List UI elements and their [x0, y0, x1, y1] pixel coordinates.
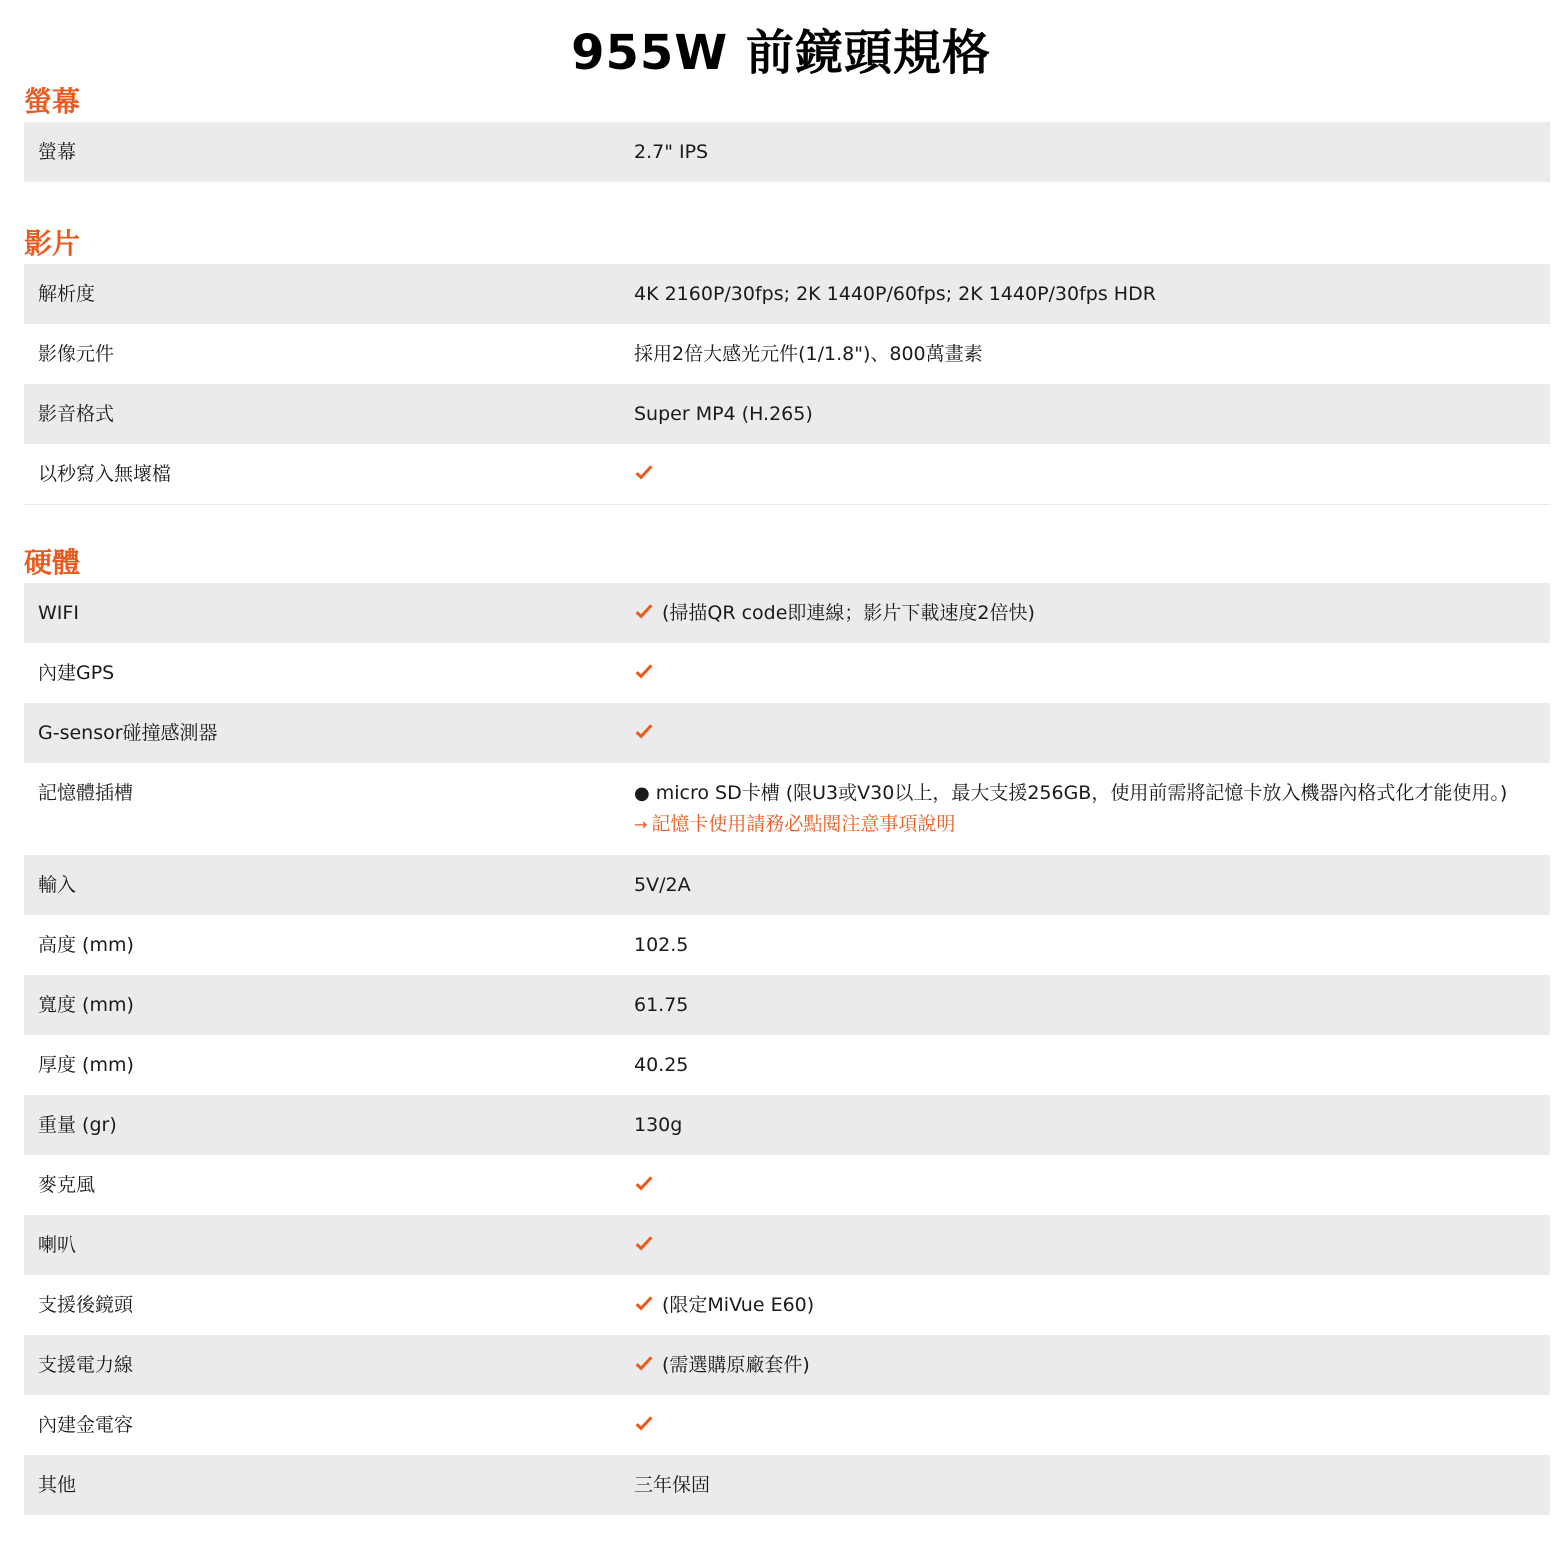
spec-label: 輸入 [38, 874, 77, 896]
spec-value [634, 990, 1550, 1020]
spec-section [24, 224, 1550, 505]
spec-row [24, 264, 1550, 324]
spec-value [634, 718, 1550, 748]
spec-value [634, 1110, 1550, 1140]
spec-value [634, 1290, 1550, 1320]
spec-row [24, 324, 1550, 384]
spec-label: 寬度 (mm) [38, 994, 134, 1016]
spec-row [24, 1215, 1550, 1275]
spec-row [24, 1455, 1550, 1515]
spec-value-text: 4K 2160P/30fps; 2K 1440P/60fps; 2K 1440P/30fps HDR [634, 283, 1156, 305]
check-icon [634, 722, 654, 742]
spec-row [24, 855, 1550, 915]
spec-label: 支援電力線 [38, 1354, 134, 1376]
section-title: 螢幕 [24, 85, 81, 118]
spec-value-text: 61.75 [634, 994, 689, 1016]
spec-value-text: 102.5 [634, 934, 689, 956]
spec-value-text: micro SD卡槽 (限U3或V30以上，最大支援256GB，使用前需將記憶卡放入機器內格式化才能使用。) [655, 782, 1508, 804]
spec-value [634, 658, 1550, 688]
spec-label: 影音格式 [38, 403, 115, 425]
spec-row [24, 122, 1550, 182]
check-icon [634, 602, 654, 622]
spec-value [634, 1350, 1550, 1380]
spec-row [24, 1335, 1550, 1395]
spec-label: 內建GPS [38, 662, 115, 684]
spec-row [24, 643, 1550, 703]
section-title: 影片 [24, 227, 81, 260]
spec-row [24, 1155, 1550, 1215]
spec-value [634, 1470, 1550, 1500]
spec-value [634, 598, 1550, 628]
spec-value [634, 137, 1550, 167]
spec-value-text: 三年保固 [634, 1474, 711, 1496]
check-icon [634, 1174, 654, 1194]
check-icon [634, 1414, 654, 1434]
spec-value-text: 40.25 [634, 1054, 689, 1076]
spec-label: 以秒寫入無壞檔 [38, 463, 172, 485]
section-title: 硬體 [24, 546, 81, 579]
check-icon [634, 662, 654, 682]
spec-value-text: Super MP4 (H.265) [634, 403, 813, 425]
spec-row [24, 915, 1550, 975]
spec-value [634, 870, 1550, 900]
spec-value [634, 339, 1550, 369]
check-icon [634, 1234, 654, 1254]
spec-row [24, 1275, 1550, 1335]
memory-card-notice-link[interactable] [634, 813, 955, 835]
spec-value [634, 279, 1550, 309]
spec-row [24, 384, 1550, 444]
spec-label: 支援後鏡頭 [38, 1294, 134, 1316]
page-title: 955W 前鏡頭規格 [571, 25, 991, 81]
spec-label: 麥克風 [38, 1174, 96, 1196]
spec-value-text: (掃描QR code即連線；影片下載速度2倍快) [662, 602, 1035, 624]
check-icon [634, 463, 654, 483]
check-icon [634, 1294, 654, 1314]
check-icon [634, 1354, 654, 1374]
link-text: 記憶卡使用請務必點閱注意事項說明 [651, 813, 956, 835]
spec-value [634, 778, 1550, 840]
spec-value [634, 1050, 1550, 1080]
spec-value-text: 5V/2A [634, 874, 691, 896]
spec-row [24, 583, 1550, 643]
spec-label: 厚度 (mm) [38, 1054, 134, 1076]
spec-label: G-sensor碰撞感測器 [38, 722, 218, 744]
spec-label: 其他 [38, 1474, 77, 1496]
bullet-icon: ● [634, 783, 650, 804]
spec-label: 螢幕 [38, 141, 77, 163]
spec-value [634, 930, 1550, 960]
spec-label: 重量 (gr) [38, 1114, 117, 1136]
spec-value [634, 1170, 1550, 1200]
spec-value [634, 399, 1550, 429]
spec-row [24, 763, 1550, 855]
spec-label: WIFI [38, 602, 79, 624]
arrow-right-icon: → [634, 815, 648, 834]
spec-value [634, 1410, 1550, 1440]
spec-row [24, 975, 1550, 1035]
spec-section [24, 82, 1550, 182]
spec-value-text: 2.7" IPS [634, 141, 709, 163]
spec-value-text: 130g [634, 1114, 683, 1136]
spec-section [24, 543, 1550, 1515]
spec-value-text: (需選購原廠套件) [662, 1354, 810, 1376]
spec-label: 喇叭 [38, 1234, 77, 1256]
spec-label: 解析度 [38, 283, 96, 305]
spec-label: 影像元件 [38, 343, 115, 365]
spec-value [634, 1230, 1550, 1260]
spec-row [24, 703, 1550, 763]
spec-value-text: 採用2倍大感光元件(1/1.8")、800萬畫素 [634, 343, 983, 365]
spec-label: 高度 (mm) [38, 934, 134, 956]
spec-value-text: (限定MiVue E60) [662, 1294, 815, 1316]
spec-row [24, 1095, 1550, 1155]
spec-row [24, 444, 1550, 505]
spec-row [24, 1035, 1550, 1095]
spec-label: 記憶體插槽 [38, 782, 134, 804]
spec-row [24, 1395, 1550, 1455]
spec-label: 內建金電容 [38, 1414, 134, 1436]
spec-value [634, 459, 1550, 489]
